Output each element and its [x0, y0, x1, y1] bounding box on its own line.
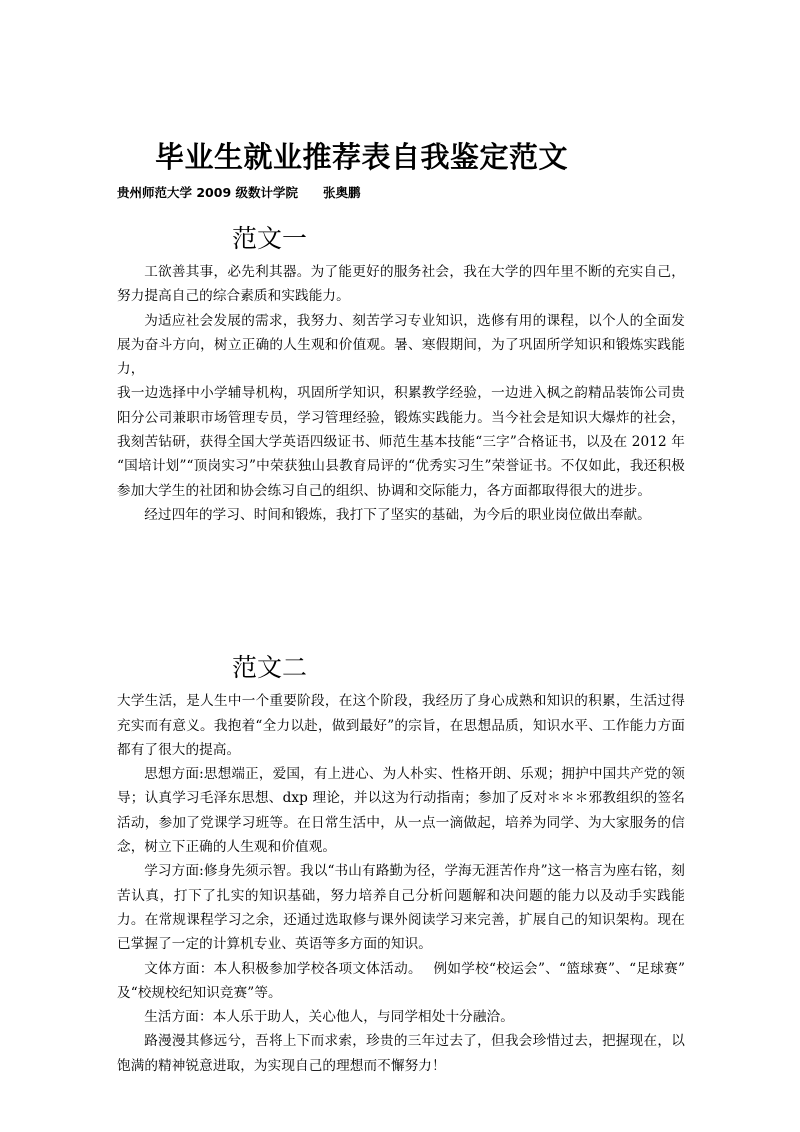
paragraph: 大学生活，是人生中一个重要阶段，在这个阶段，我经历了身心成熟和知识的积累，生活过得充实而有意义。我抱着“全力以赴，做到最好”的宗旨，在思想品质，知识水平、工作能力方面都有了很大的提高。	[117, 693, 685, 758]
paragraph: 文体方面：本人积极参加学校各项文体活动。 例如学校“校运会”、“篮球赛”、“足球赛”及“校规校纪知识竞赛”等。	[117, 960, 685, 1001]
section-heading-1: 范文一	[232, 224, 308, 253]
paragraph: 为适应社会发展的需求，我努力、刻苦学习专业知识，选修有用的课程，以个人的全面发展为奋斗方向，树立正确的人生观和价值观。暑、寒假期间，为了巩固所学知识和锻炼实践能力，	[117, 312, 685, 378]
author-affiliation-line: 贵州师范大学 2009 级数计学院 张奥鹏	[117, 185, 361, 200]
section-spacer	[117, 527, 685, 651]
paragraph: 我一边选择中小学辅导机构，巩固所学知识，积累教学经验，一边进入枫之韵精品装饰公司贵阳分公司兼职市场管理专员，学习管理经验，锻炼实践能力。当今社会是知识大爆炸的社会，我刻苦钻研，获得全国大学英语四级证书、师范生基本技能“三字”合格证书，以及在 2012 年“国培计划”“顶岗实习”中荣获独山县教育局评的“优秀实习生”荣誉证书。不仅如此，我还积极参加大学生的社团和协会练习自己的组织、协调和交际能力，各方面都取得很大的进步。	[117, 385, 685, 499]
page-title: 毕业生就业推荐表自我鉴定范文	[155, 140, 569, 174]
paragraph: 学习方面:修身先须示智。我以“书山有路勤为径，学海无涯苦作舟”这一格言为座右铭，刻苦认真，打下了扎实的知识基础，努力培养自己分析问题解和决问题的能力以及动手实践能力。在常规课程学习之余，还通过选取修与课外阅读学习来完善，扩展自己的知识架构。现在已掌握了一定的计算机专业、英语等多方面的知识。	[117, 863, 685, 953]
paragraph: 工欲善其事，必先利其器。为了能更好的服务社会，我在大学的四年里不断的充实自己，努力提高自己的综合素质和实践能力。	[117, 264, 685, 305]
paragraph: 思想方面:思想端正，爱国，有上进心、为人朴实、性格开朗、乐观；拥护中国共产党的领导；认真学习毛泽东思想、dxp 理论，并以这为行动指南；参加了反对＊＊＊邪教组织的签名活动，参加了党课学习班等。在日常生活中，从一点一滴做起，培养为同学、为大家服务的信念，树立下正确的人生观和价值观。	[117, 766, 685, 856]
document-body	[117, 0, 685, 1078]
paragraph: 经过四年的学习、时间和锻炼，我打下了坚实的基础，为今后的职业岗位做出奉献。	[144, 506, 651, 523]
paragraph: 生活方面：本人乐于助人，关心他人，与同学相处十分融洽。	[144, 1009, 514, 1026]
paragraph: 路漫漫其修远兮，吾将上下而求索，珍贵的三年过去了，但我会珍惜过去，把握现在，以饱满的精神锐意进取，为实现自己的理想而不懈努力！	[117, 1033, 685, 1074]
section-heading-2: 范文二	[232, 653, 308, 683]
